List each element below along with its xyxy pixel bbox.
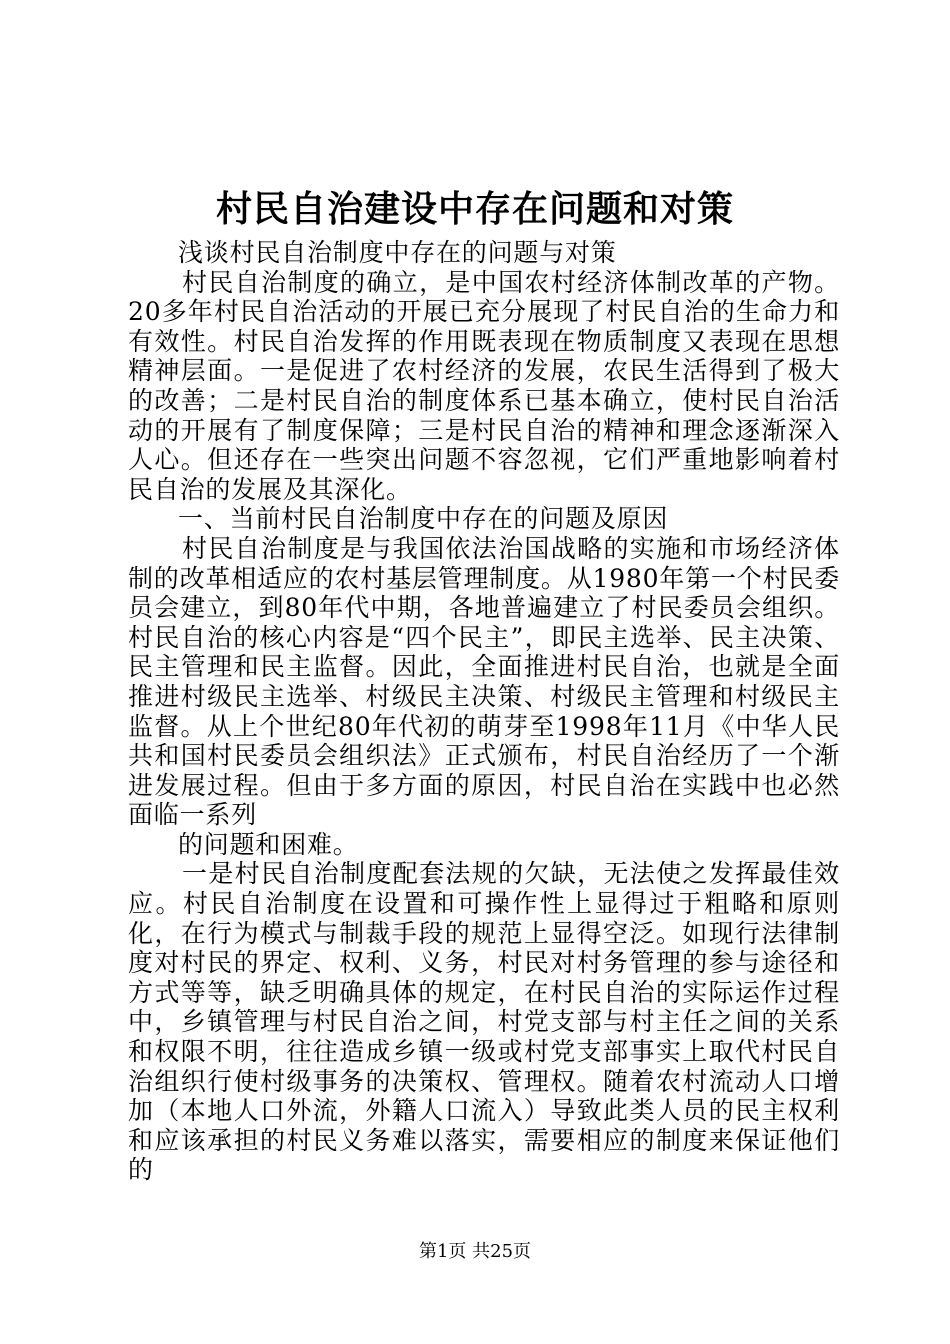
page-number-footer: 第1页 共25页 [418,1241,532,1262]
document-title: 村民自治建设中存在问题和对策 [215,188,734,230]
body-paragraph-3: 一是村民自治制度配套法规的欠缺，无法使之发挥最佳效应。村民自治制度在设置和可操作性上显得过于粗略和原则化，在行为模式与制裁手段的规范上显得空泛。如现行法律制度对村民的界定、权利、义务，村民对村务管理的参与途径和方式等等，缺乏明确具体的规定，在村民自治的实际运作过程中，乡镇管理与村民自治之间，村党支部与村主任之间的关系和权限不明，往往造成乡镇一级或村党支部事实上取代村民自治组织行使村级事务的决策权、管理权。随着农村流动人口增加（本地人口外流，外籍人口流入）导致此类人员的民主权利和应该承担的村民义务难以落实，需要相应的制度来保证他们的 [128,859,840,1185]
body-paragraph-2-continuation: 的问题和困难。 [178,829,359,859]
section-heading-1: 一、当前村民自治制度中存在的问题及原因 [178,504,669,534]
subtitle-paragraph: 浅谈村民自治制度中存在的问题与对策 [178,238,617,267]
document-body [128,238,840,1185]
body-paragraph-2: 村民自治制度是与我国依法治国战略的实施和市场经济体制的改革相适应的农村基层管理制度。从1980年第一个村民委员会建立，到80年代中期，各地普遍建立了村民委员会组织。村民自治的核心内容是“四个民主”，即民主选举、民主决策、民主管理和民主监督。因此，全面推进村民自治，也就是全面推进村级民主选举、村级民主决策、村级民主管理和村级民主监督。从上个世纪80年代初的萌芽至1998年11月《中华人民共和国村民委员会组织法》正式颁布，村民自治经历了一个渐进发展过程。但由于多方面的原因，村民自治在实践中也必然面临一系列 [128,533,840,830]
body-paragraph-1: 村民自治制度的确立，是中国农村经济体制改革的产物。20多年村民自治活动的开展已充分展现了村民自治的生命力和有效性。村民自治发挥的作用既表现在物质制度又表现在思想精神层面。一是促进了农村经济的发展，农民生活得到了极大的改善；二是村民自治的制度体系已基本确立，使村民自治活动的开展有了制度保障；三是村民自治的精神和理念逐渐深入人心。但还存在一些突出问题不容忽视，它们严重地影响着村民自治的发展及其深化。 [128,267,840,504]
